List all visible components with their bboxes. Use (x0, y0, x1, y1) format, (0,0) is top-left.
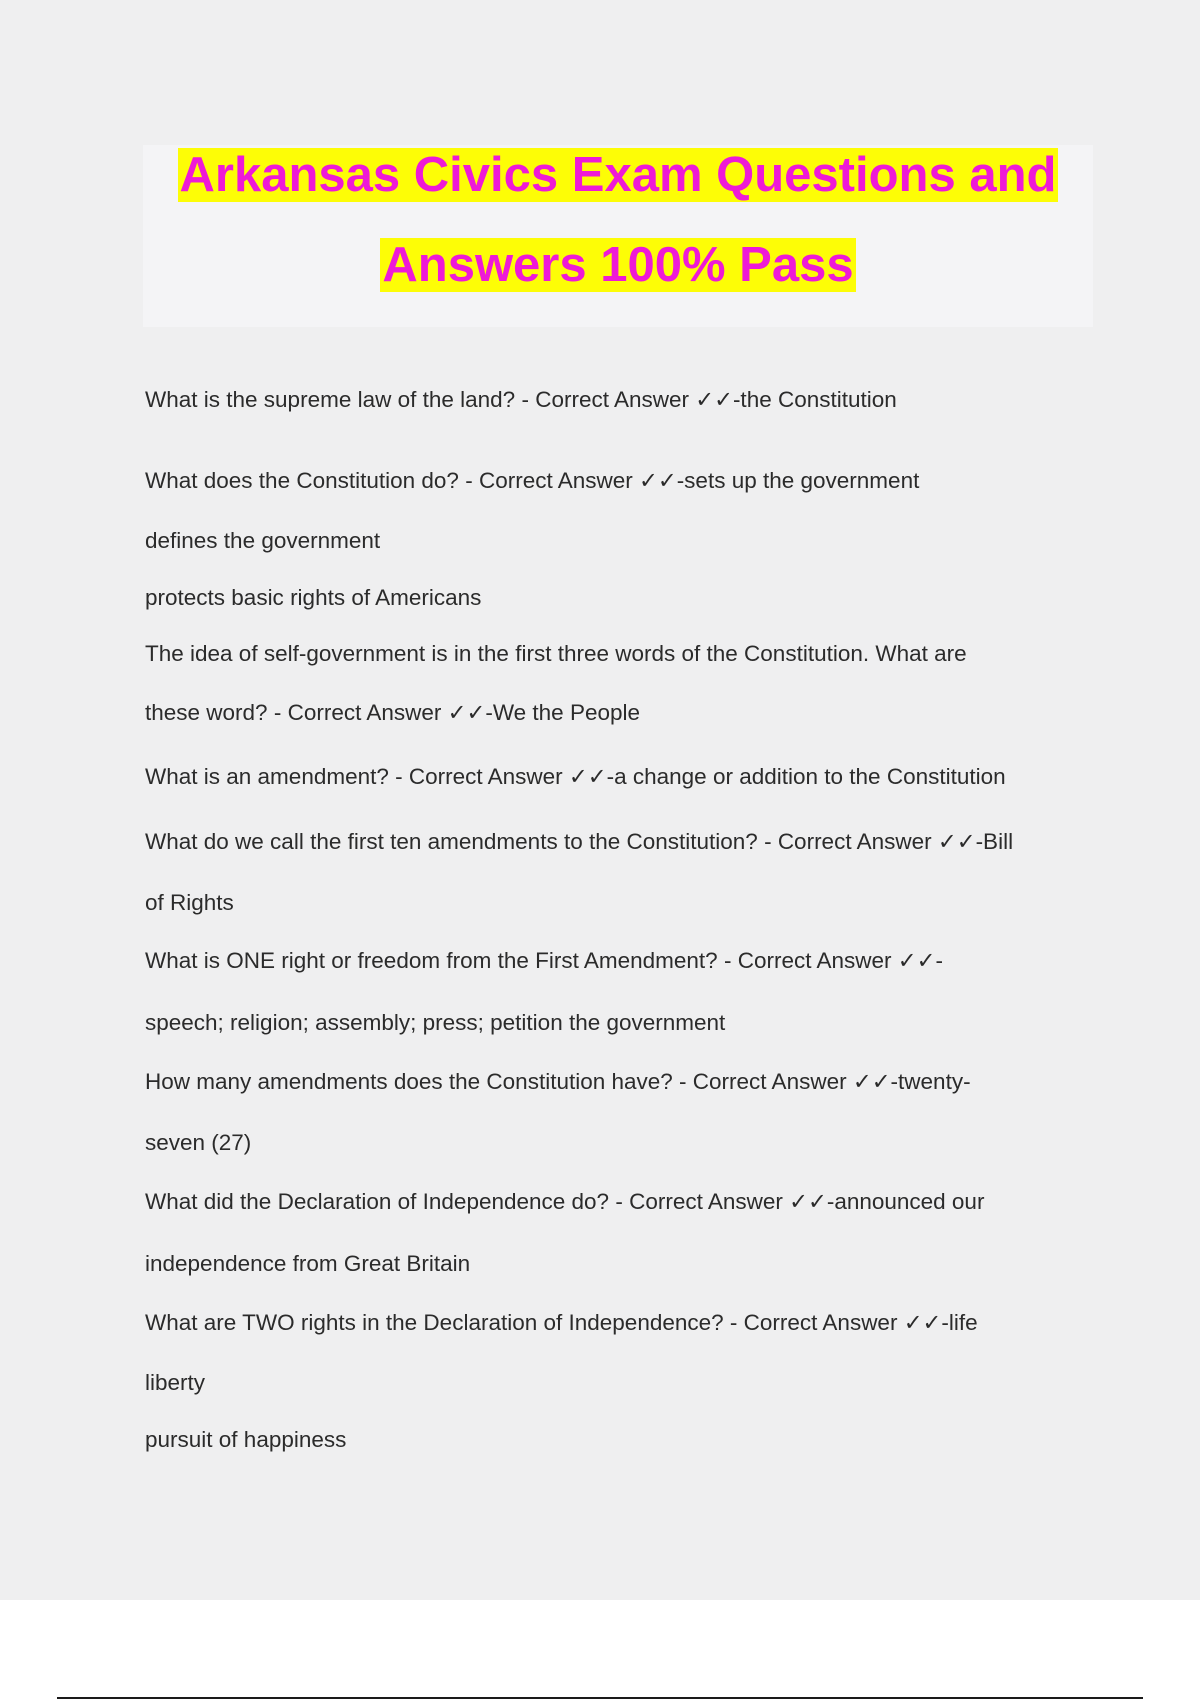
text-line: The idea of self-government is in the first three words of the Constitution. What are (145, 641, 967, 666)
text-line: seven (27) (145, 1130, 252, 1155)
text-line: How many amendments does the Constitution have? - Correct Answer ✓✓-twenty- (145, 1069, 971, 1094)
text-line: What is ONE right or freedom from the First Amendment? - Correct Answer ✓✓- (145, 948, 943, 973)
text-line: these word? - Correct Answer ✓✓-We the People (145, 700, 640, 725)
text-line: What is an amendment? - Correct Answer ✓✓-a change or addition to the Constitution (145, 764, 1006, 789)
text-line: speech; religion; assembly; press; petition the government (145, 1010, 726, 1035)
text-line: What do we call the first ten amendments to the Constitution? - Correct Answer ✓✓-Bill (145, 829, 1014, 854)
document-title-line-1: Arkansas Civics Exam Questions and (179, 148, 1057, 202)
title-block (143, 145, 1093, 327)
footer-divider (57, 1697, 1143, 1699)
text-line: What does the Constitution do? - Correct Answer ✓✓-sets up the government (145, 468, 920, 493)
text-line: of Rights (145, 890, 234, 915)
document-title-line-2: Answers 100% Pass (382, 238, 854, 292)
text-line: protects basic rights of Americans (145, 585, 482, 610)
text-line: What are TWO rights in the Declaration of Independence? - Correct Answer ✓✓-life (145, 1310, 978, 1335)
text-line: What is the supreme law of the land? - Correct Answer ✓✓-the Constitution (145, 387, 897, 412)
text-line: pursuit of happiness (145, 1427, 347, 1452)
text-line: defines the government (145, 528, 381, 553)
text-line: independence from Great Britain (145, 1251, 471, 1276)
text-line: liberty (145, 1370, 206, 1395)
text-line: What did the Declaration of Independence do? - Correct Answer ✓✓-announced our (145, 1189, 985, 1214)
